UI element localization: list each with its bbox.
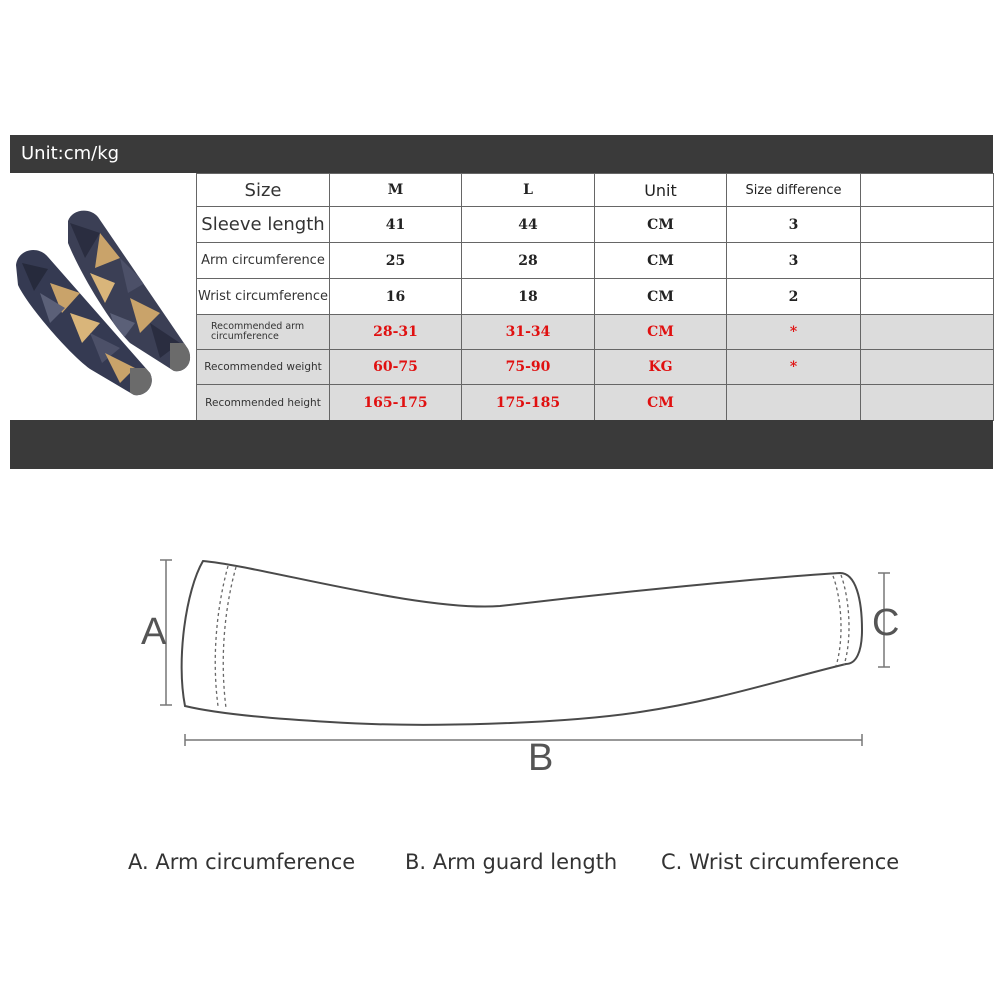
- table-cell: *: [727, 350, 861, 385]
- row-label-wrist-circumference: Wrist circumference: [197, 279, 330, 315]
- table-row: [197, 207, 994, 243]
- sleeve-product-image: [10, 173, 196, 420]
- table-row: [197, 243, 994, 279]
- table-cell: CM: [595, 243, 727, 279]
- table-cell: 44: [462, 207, 595, 243]
- header-size: Size: [197, 174, 330, 207]
- table-cell: 28-31: [330, 315, 462, 350]
- table-cell-empty: [861, 207, 994, 243]
- table-cell: [727, 385, 861, 421]
- header-size-m: M: [330, 174, 462, 207]
- header-size-difference: Size difference: [727, 174, 861, 207]
- table-row: [197, 385, 994, 421]
- table-cell: CM: [595, 279, 727, 315]
- table-cell-empty: [861, 385, 994, 421]
- table-cell: 165-175: [330, 385, 462, 421]
- table-cell-empty: [861, 174, 994, 207]
- table-cell-empty: [861, 315, 994, 350]
- row-label-recommended-arm-circumference: Recommended arm circumference: [197, 315, 330, 350]
- table-cell: 3: [727, 207, 861, 243]
- sleeve-outline: [182, 561, 862, 725]
- header-size-l: L: [462, 174, 595, 207]
- row-label-arm-circumference: Arm circumference: [197, 243, 330, 279]
- dimension-c-label: C: [872, 602, 900, 644]
- table-cell: 16: [330, 279, 462, 315]
- table-cell: CM: [595, 207, 727, 243]
- table-row: [197, 279, 994, 315]
- table-cell: 25: [330, 243, 462, 279]
- table-row: [197, 315, 994, 350]
- unit-title: Unit:cm/kg: [21, 143, 120, 164]
- sleeve-measurement-diagram: [0, 540, 1001, 780]
- dimension-b-label: B: [528, 737, 554, 779]
- legend-arm-guard-length: B. Arm guard length: [405, 850, 618, 874]
- table-cell: 175-185: [462, 385, 595, 421]
- table-cell: 60-75: [330, 350, 462, 385]
- table-cell: 75-90: [462, 350, 595, 385]
- table-cell: 2: [727, 279, 861, 315]
- table-row: [197, 174, 994, 207]
- size-table: [196, 173, 994, 421]
- size-chart-panel: [10, 135, 993, 469]
- dimension-a-label: A: [141, 611, 167, 653]
- header-unit: Unit: [595, 174, 727, 207]
- table-cell: CM: [595, 385, 727, 421]
- table-cell: 18: [462, 279, 595, 315]
- table-cell-empty: [861, 350, 994, 385]
- table-cell: 41: [330, 207, 462, 243]
- row-label-recommended-height: Recommended height: [197, 385, 330, 421]
- legend-wrist-circumference: C. Wrist circumference: [661, 850, 900, 874]
- table-cell: 28: [462, 243, 595, 279]
- table-cell: 31-34: [462, 315, 595, 350]
- table-cell-empty: [861, 243, 994, 279]
- table-cell: *: [727, 315, 861, 350]
- row-label-recommended-weight: Recommended weight: [197, 350, 330, 385]
- measurement-legend: [0, 850, 1001, 882]
- table-cell-empty: [861, 279, 994, 315]
- footer-bar: [10, 420, 993, 469]
- legend-arm-circumference: A. Arm circumference: [128, 850, 356, 874]
- table-cell: CM: [595, 315, 727, 350]
- table-cell: KG: [595, 350, 727, 385]
- table-row: [197, 350, 994, 385]
- row-label-sleeve-length: Sleeve length: [197, 207, 330, 243]
- unit-header-bar: [10, 135, 993, 173]
- table-cell: 3: [727, 243, 861, 279]
